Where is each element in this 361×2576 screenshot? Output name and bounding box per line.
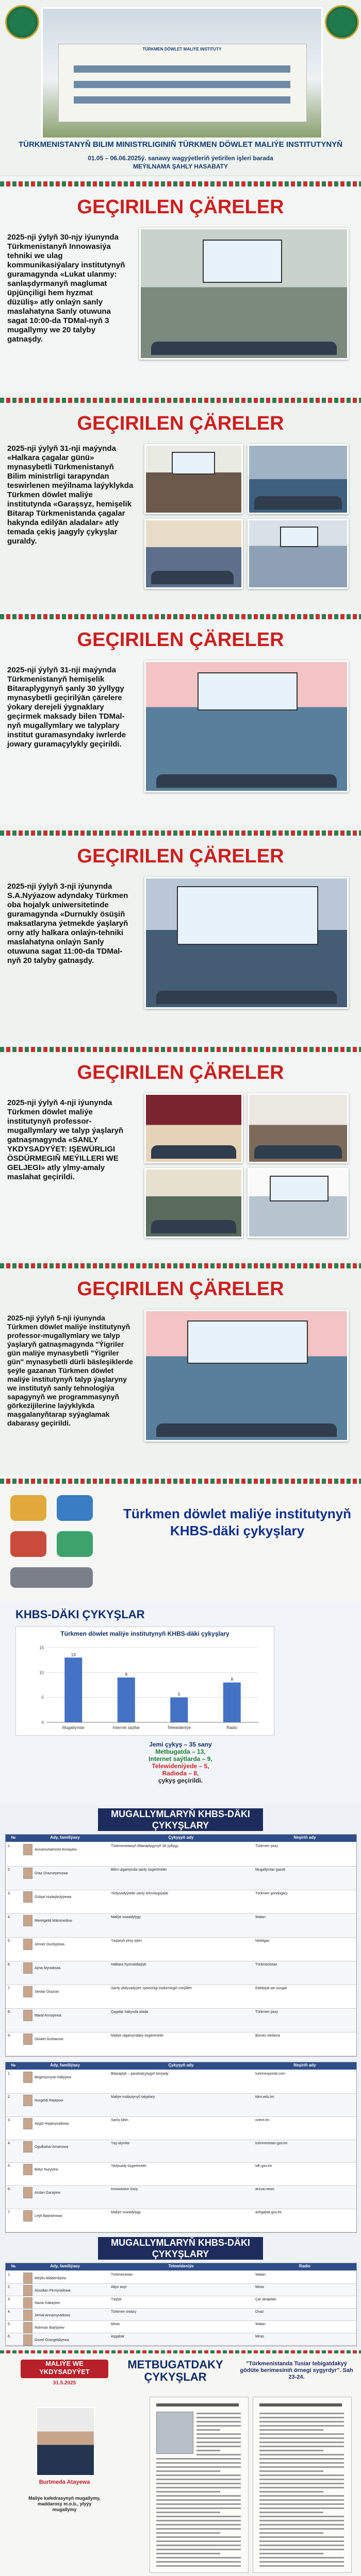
report-title: TÜRKMENISTANYŇ BILIM MINISTRLIGINIŇ TÜRKMEN DÖWLET MALIÝE INSTITUTYNYŇ <box>18 140 343 149</box>
table-cell: Ogulbahar Amanowa <box>35 2145 69 2149</box>
event-description: 2025-nji ýylyň 5-nji iýunynda Türkmen döwlet maliýe institutynyň professor-mugallymlary we talyp ýaşlaryň gatnaşmagynda "Ýigriler gün maliýe mynasybetli "Ýigriler gün" mynasybetli dürli bäsleşiklerde şeýle gazanan Türkmen döwlet maliýe institutynyň talyp ýaşlaryny we institutyň sanly tehnologiýa sapagynyň we programmasynyň görkezijilerine laýyklykda maşgalanyňtarap syýaglamak dabarasy geçirildi. <box>7 1314 133 1427</box>
chart-total-line: Metbugatda – 13, <box>155 1748 206 1755</box>
events-banner: GEÇIRILEN ÇÄRELER <box>77 1062 284 1083</box>
table-cell: 3. <box>8 2298 11 2301</box>
article-page-scan <box>253 2397 352 2573</box>
chart-plot <box>16 1627 274 1735</box>
building-windows <box>74 81 290 88</box>
event-photo <box>144 660 349 792</box>
avatar <box>23 1868 32 1879</box>
table-cell: Nurgeldi Rejepow <box>35 2098 63 2103</box>
table-cell: Türkmenistanyň Bitaraplygynyň 30 ýyllygy <box>111 1844 178 1848</box>
events-banner: GEÇIRILEN ÇÄRELER <box>77 845 284 867</box>
table-header-row <box>6 2263 356 2270</box>
table-cell: Mugallymlar gazeti <box>255 1868 286 1872</box>
y-tick-label: 0 <box>41 1720 44 1725</box>
table-row <box>6 1867 356 1890</box>
author-name: Burtmeda Atayewa <box>39 2479 90 2485</box>
x-category-label: Radio <box>226 1725 238 1730</box>
avatar <box>23 2285 32 2296</box>
table-cell: 2. <box>8 1868 11 1872</box>
ornament-border <box>0 398 361 403</box>
table-column-header: Neşiriň ady <box>293 2063 316 2067</box>
event-photo <box>144 519 243 589</box>
event-description: 2025-nji ýylyň 30-njy iýunynda Türkmenistanyň Innowasiýa tehniki we ulag kommunikasiýalary institutynyň guramagynda «Lukat ulanmy: sanlaşdyrmanyň maglumat üpjünçiligi hem hyzmat düzüliş» atly onlaýn sanly maslahatyna Sanly otuwuna sagat 10:00-da TDMal-nyň 3 mugallymy we 20 talyby gatnaşdy. <box>7 233 125 344</box>
event-photo <box>248 1168 349 1238</box>
avatar <box>23 2297 32 2309</box>
table-column-header: Neşiriň ady <box>293 1835 316 1840</box>
table-cell: 7. <box>8 2211 11 2215</box>
event-description: 2025-nji ýylyň 4-nji iýunynda Türkmen döwlet maliýe institutynyň professor-mugallymlary we talyp ýaşlaryň gatnaşmagynda «SANLY YKDYSADYÝET: IŞEWÜRLIGI ÖSDÜRMEGIŇ MEÝILLERI WE GELJEGI» atly ylmy-amaly maslahat geçirildi. <box>7 1098 124 1181</box>
events-banner: GEÇIRILEN ÇÄRELER <box>77 196 284 218</box>
table-row <box>6 1890 356 1914</box>
table-column-header: Çykyşyň ady <box>168 2063 194 2067</box>
ornament-border <box>0 2350 361 2353</box>
article-page-scan <box>150 2397 249 2573</box>
table-cell: orient.tm <box>255 2118 270 2122</box>
table-cell: Jemal Annamyradowa <box>35 2313 70 2317</box>
building-windows <box>74 65 290 73</box>
x-category-label: Internet saýtlar <box>112 1725 140 1730</box>
press-slide <box>0 2350 361 2576</box>
table-cell: Meýlis Allaberdiýew <box>35 2276 67 2280</box>
bar-chart <box>15 1626 274 1736</box>
table-column-header: № <box>11 1835 16 1840</box>
table-cell: Edebiýat we sungat <box>255 1987 287 1990</box>
avatar <box>23 2010 32 2021</box>
chart-total-line: çykyş geçirildi. <box>158 1777 203 1784</box>
table-cell: Ýaşlaryň ylmy işleri <box>111 1939 142 1943</box>
event-photo <box>144 1093 243 1163</box>
table-row <box>6 1914 356 1938</box>
event-photo <box>139 228 349 360</box>
event-photo <box>144 877 349 1009</box>
table-cell: Watan <box>255 1916 266 1919</box>
table-cell: Çar tarapdan <box>255 2298 276 2301</box>
table-row <box>6 1985 356 2009</box>
table-row <box>6 2272 356 2284</box>
table-cell: 6. <box>8 1963 11 1967</box>
table-row <box>6 2321 356 2333</box>
table-row <box>6 2140 356 2163</box>
event-slide <box>0 393 361 609</box>
table-cell: Türkmen ýazy <box>255 1844 278 1848</box>
table-cell: 5. <box>8 2323 11 2326</box>
table-cell: 8. <box>8 2010 11 2014</box>
media-chart-slide <box>0 1601 361 1804</box>
table-cell: Miras <box>255 2285 265 2289</box>
table-row <box>6 2117 356 2140</box>
issue-date: 31.5.2025 <box>53 2380 76 2386</box>
avatar <box>23 2095 32 2106</box>
table-cell: Ykdysadyýetde sanly tehnologiýalar <box>111 1892 169 1895</box>
table-column-header: Ady, familiýasy <box>50 2264 80 2268</box>
internet-icon <box>57 1531 93 1557</box>
table-cell: Watan <box>255 2323 266 2326</box>
event-description: 2025-nji ýylyň 3-nji iýunynda S.A.Nyýazow adyndaky Türkmen oba hojalyk uniwersitetinde guramagynda «Durnukly ösüşiň maksatlaryna ýetmekde ýaşlaryň orny atly halkara onlaýn-tehniki maslahatyna onlaýn Sanly otuwuna sagat 11:00-da TDMal-nyň 20 talyby gatnaşdy. <box>7 882 128 965</box>
radio-icon <box>10 1531 46 1557</box>
table-row <box>6 1938 356 1961</box>
institute-emblem-icon <box>325 5 359 39</box>
table-row <box>6 1843 356 1867</box>
table-cell: Maliýe ulgamyndaky özgertmeler <box>111 2034 164 2038</box>
table-cell: 5. <box>8 2164 11 2168</box>
table-cell: Bilim ulgamynda sanly özgertmeler <box>111 1868 167 1872</box>
table-cell: 4. <box>8 2310 11 2314</box>
avatar <box>23 1986 32 1997</box>
table-cell: Çagalar hakynda alada <box>111 2010 148 2014</box>
author-portrait <box>36 2407 95 2476</box>
ornament-border <box>0 614 361 619</box>
chart-subtitle: Türkmen döwlet maliýe institutynyň KHBS-däki çykyşlary <box>60 1630 229 1637</box>
chart-total-line: Internet saýtlarda – 9, <box>149 1755 212 1762</box>
table-cell: Sanly bilim <box>111 2118 128 2122</box>
avatar <box>23 1939 32 1950</box>
table-cell: Miras <box>111 2323 120 2326</box>
event-photo <box>144 1310 349 1442</box>
table-row <box>6 2032 356 2056</box>
table-cell: Biznes reklama <box>255 2034 280 2038</box>
table-cell: Maral Annaýewa <box>35 2013 61 2018</box>
table-cell: 3. <box>8 1892 11 1895</box>
avatar <box>23 1891 32 1903</box>
television-icon <box>57 1495 93 1521</box>
bar-value-label: 13 <box>71 1652 76 1657</box>
table-cell: Ovaz <box>255 2310 264 2314</box>
building-windows <box>74 96 290 104</box>
table-cell: Türkmenistan <box>255 1963 277 1967</box>
avatar <box>23 2164 32 2175</box>
avatar <box>23 2187 32 2198</box>
chart-bar <box>64 1657 82 1722</box>
chart-total-line: Radioda – 8, <box>162 1770 199 1777</box>
ministry-emblem-icon <box>5 5 39 39</box>
table-cell: Ýaş alymlar <box>111 2141 130 2145</box>
table-cell: Leýli Baýramowa <box>35 2214 62 2218</box>
table-cell: Türkmen ýazy <box>255 2010 278 2014</box>
table-cell: Halkara hyzmatdaşlyk <box>111 1963 146 1967</box>
table-cell: 9. <box>8 2034 11 2038</box>
bar-value-label: 8 <box>231 1677 233 1682</box>
table-cell: tdmi.edu.tm <box>255 2095 274 2099</box>
table-header-row <box>6 2062 356 2070</box>
table-column-header: Ady, familiýasy <box>50 2063 80 2067</box>
press-slides <box>0 2350 361 2576</box>
table-column-header: Ady, familiýasy <box>50 1835 80 1840</box>
table-row <box>6 2333 356 2346</box>
avatar <box>23 1915 32 1926</box>
table-cell: 1. <box>8 2072 11 2076</box>
avatar <box>23 1962 32 1974</box>
ornament-border <box>0 1047 361 1052</box>
y-tick-label: 15 <box>39 1646 44 1650</box>
building-sign: TÜRKMEN DÖWLET MALIÝE INSTITUTY <box>120 46 244 53</box>
bar-value-label: 9 <box>125 1672 127 1677</box>
table-cell: Annamuhammet Annayew <box>35 1848 77 1852</box>
media-section-title: Türkmen döwlet maliýe institutynyň KHBS-däki çykyşlary <box>123 1506 352 1538</box>
institute-building-photo <box>41 7 323 139</box>
events-banner: GEÇIRILEN ÇÄRELER <box>77 413 284 434</box>
table-cell: Aşgabat <box>111 2335 124 2338</box>
report-subtitle: 01.05 – 06.06.2025ý. sanawy wagyýetleriň ýetirilen işleri barada <box>88 155 273 162</box>
table-cell: Bitaraplyk – parahatçylygyň binýady <box>111 2072 169 2076</box>
table-cell: 1. <box>8 2273 11 2277</box>
table-cell: Innowasion ösüş <box>111 2188 138 2192</box>
table-row <box>6 2009 356 2032</box>
table-cell: Türkmen gündogary <box>255 1892 288 1895</box>
avatar <box>23 2334 32 2346</box>
event-photo <box>248 1093 349 1163</box>
table-cell: 6. <box>8 2335 11 2338</box>
table-cell: Altyn asyr <box>111 2285 127 2289</box>
table-row <box>6 2284 356 2296</box>
table-row <box>6 2071 356 2094</box>
table-cell: Gözel Orazgeldiýewa <box>35 2338 69 2342</box>
table-cell: 6. <box>8 2188 11 2192</box>
event-photo <box>144 1168 243 1238</box>
table-row <box>6 2209 356 2232</box>
event-description: 2025-nji ýylyň 31-nji maýynda «Halkara çagalar günü» mynasybetli Türkmenistanyň Bilim ministrligi tarapyndan teswirlenen meýilnama laýyklykda Türkmen döwlet maliýe institutynda «Garaşsyz, hemişelik Bitarap Türkmenistanda çagalar hakynda edilýän aladalar» atly temada çekiş jaagyly çykyşlar guraldy. <box>7 444 134 546</box>
table-cell: Oraz Oraznepesowa <box>35 1871 68 1875</box>
table-cell: Miras <box>255 2335 265 2338</box>
ornament-border <box>0 181 361 187</box>
table-cell: Batyr Nuryýew <box>35 2168 58 2172</box>
events-banner: GEÇIRILEN ÇÄRELER <box>77 629 284 651</box>
avatar <box>23 2210 32 2222</box>
avatar <box>23 2072 32 2083</box>
chart-bar <box>118 1677 135 1722</box>
table-cell: 4. <box>8 1916 11 1919</box>
table-cell: Arslan Garaýew <box>35 2191 60 2195</box>
table-cell: 4. <box>8 2141 11 2145</box>
event-slide <box>0 176 361 393</box>
chart-total-line: Telewideniýede – 5, <box>152 1762 209 1770</box>
table-row <box>6 2094 356 2117</box>
table-cell: Meretgeldi Mämmedow <box>35 1919 72 1923</box>
event-slide <box>0 1258 361 1475</box>
table-row <box>6 2163 356 2186</box>
media-tables-slide <box>0 1804 361 2350</box>
event-slide <box>0 825 361 1042</box>
report-subtitle: MEÝILNAMA ŞAHLY HASABATY <box>133 163 228 170</box>
chart-title: KHBS-DÄKI ÇYKYŞLAR <box>15 1608 145 1621</box>
article-caption: "Türkmenistanda Tusiar tebigatdakyý gödüte berimesiniň örnegi sygyrdyr". Sah 23-24. <box>240 2361 353 2380</box>
journal-logo: MALIÝE WE YKDYSADYÝET <box>21 2360 108 2378</box>
table-column-header: № <box>11 2063 16 2067</box>
table-title: MUGALLYMLARYŇ KHBS-DÄKI ÇYKYŞLARY <box>98 1808 263 1831</box>
table-cell: turkmenportal.com <box>255 2072 285 2076</box>
header-section <box>0 0 361 175</box>
event-photo <box>144 444 243 514</box>
avatar <box>23 2273 32 2284</box>
table-row <box>6 2309 356 2321</box>
table-cell: Aýsoltan Pirmyradowa <box>35 2289 71 2293</box>
chart-bar <box>170 1698 188 1722</box>
avatar <box>23 1844 32 1855</box>
avatar <box>23 2118 32 2129</box>
table-cell: Ýaşlyk <box>111 2298 122 2301</box>
tv-radio-table <box>5 2263 357 2346</box>
table-cell: Aýna Myradowa <box>35 1966 61 1970</box>
table-cell: Serdar Orazow <box>35 1990 59 1994</box>
table-cell: Watan <box>255 2273 266 2277</box>
avatar <box>23 2322 32 2333</box>
table-cell: Gülşat Hudaýkulyýewa <box>35 1895 72 1899</box>
table-row <box>6 1961 356 1985</box>
table-cell: ashgabat.gov.tm <box>255 2211 282 2215</box>
table-cell: Maliýe sowatlylygy <box>111 1916 141 1919</box>
event-slide <box>0 1042 361 1258</box>
table-column-header: № <box>11 2264 16 2268</box>
table-cell: Nazar Kakaýew <box>35 2301 60 2305</box>
table-cell: Rahman Baýlyýew <box>35 2326 64 2330</box>
events-banner: GEÇIRILEN ÇÄRELER <box>77 1278 284 1300</box>
x-category-label: Telewideniýe <box>167 1725 191 1730</box>
event-description: 2025-nji ýylyň 31-nji maýynda Türkmenistanyň hemişelik Bitaraplygynyň şanly 30 ýyllygy mynasybetli geçirilýän çärelere ýokary derejeli ýygnaklary geçirmek maksady bilen TDMal-nyň mugallymlary we talyplary institut guramasyndaky iwrlerde jowary guramaçylykly geçirildi. <box>7 666 126 749</box>
table-cell: 2. <box>8 2285 11 2289</box>
table-cell: tdh.gov.tm <box>255 2164 272 2168</box>
speeches-table <box>5 1834 357 2057</box>
ornament-border <box>0 1263 361 1268</box>
websites-table <box>5 2062 357 2233</box>
press-collage-icon <box>10 1567 93 1588</box>
event-photo <box>248 444 349 514</box>
table-header-row <box>6 1835 356 1842</box>
chart-totals <box>103 1741 258 1784</box>
table-row <box>6 2186 356 2209</box>
chart-bar <box>223 1683 241 1722</box>
avatar <box>23 2310 32 2321</box>
avatar <box>23 2033 32 2045</box>
table-cell: 3. <box>8 2118 11 2122</box>
table-cell: Döwlet Gurbanow <box>35 2037 63 2041</box>
table-column-header: Telewideniýe <box>168 2264 194 2268</box>
table-cell: Nebitgaz <box>255 1939 270 1943</box>
press-slide-title: METBUGATDAKY ÇYKYŞLAR <box>127 2358 223 2383</box>
table-column-header: Çykyşyň ady <box>168 1835 194 1840</box>
table-cell: 5. <box>8 1939 11 1943</box>
event-photo <box>248 519 349 589</box>
table-cell: Ykdysady özgertmeler <box>111 2164 147 2168</box>
table-cell: Jennet Durdyýewa <box>35 1942 64 1946</box>
table-cell: Maliýe institutynyň talyplary <box>111 2095 155 2099</box>
media-title-slide <box>0 1475 361 1601</box>
y-tick-label: 5 <box>41 1695 44 1700</box>
table-title: MUGALLYMLARYŇ KHBS-DÄKI ÇYKYŞLARY <box>98 2237 263 2260</box>
table-cell: Sanly ykdysadyýet: işewürligi ösdürmegiň meýilleri <box>111 1987 192 1990</box>
y-tick-label: 10 <box>39 1670 44 1675</box>
table-cell: Aýgül Hojamyradowa <box>35 2122 69 2126</box>
avatar <box>23 2141 32 2153</box>
table-cell: Türkmen owazy <box>111 2310 137 2314</box>
table-cell: 1. <box>8 1844 11 1848</box>
table-cell: Maliýe sowatlylygy <box>111 2211 141 2215</box>
author-description: Maliýe kafedrasynyň mugallymy, maddarosy m.o.b., ylyýy mugallymy <box>28 2496 101 2512</box>
table-cell: 2. <box>8 2095 11 2099</box>
table-cell: Türkmenistan <box>111 2273 133 2277</box>
table-column-header: Radio <box>299 2264 311 2268</box>
newspaper-icon <box>10 1495 46 1521</box>
ornament-border <box>0 1479 361 1484</box>
x-category-label: Mugallymlar <box>62 1725 85 1730</box>
bar-value-label: 5 <box>178 1692 180 1697</box>
table-cell: turkmenistan.gov.tm <box>255 2141 288 2145</box>
event-slide <box>0 609 361 825</box>
table-cell: arzuw.news <box>255 2188 274 2192</box>
table-cell: Begençmyrat Hallyýew <box>35 2075 72 2079</box>
chart-total-line: Jemi çykyş – 35 sany <box>149 1741 212 1748</box>
table-cell: 7. <box>8 1987 11 1990</box>
table-row <box>6 2296 356 2309</box>
ornament-border <box>0 831 361 836</box>
